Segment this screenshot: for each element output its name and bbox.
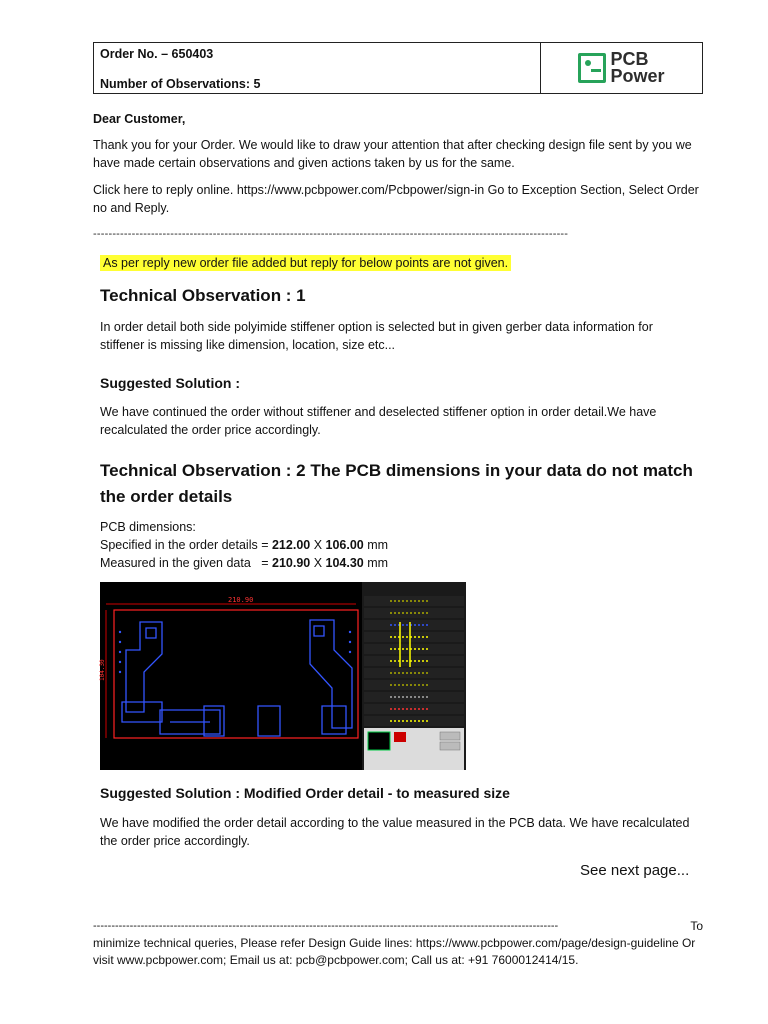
unit: mm xyxy=(363,538,389,552)
observation-2-solution-body: We have modified the order detail according to the value measured in the PCB data. We have recalculated the order price accordingly. xyxy=(100,816,690,848)
highlight-note-wrap xyxy=(100,254,700,272)
observation-1-body: In order detail both side polyimide stiffener option is selected but in given gerber data information for stiffener is missing like dimension, location, size etc... xyxy=(100,320,653,352)
observation-1-solution-title: Suggested Solution : xyxy=(100,375,240,391)
specified-height: 106.00 xyxy=(325,538,364,552)
see-next-page: See next page... xyxy=(580,862,690,879)
greeting: Dear Customer, xyxy=(93,112,186,126)
observation-2-solution-title: Suggested Solution : Modified Order detail - to measured size xyxy=(100,785,510,801)
by-sign: X xyxy=(310,556,326,570)
pcb-dimensions-label: PCB dimensions: xyxy=(100,520,196,534)
footer xyxy=(93,918,703,969)
observation-count: Number of Observations: 5 xyxy=(100,77,261,91)
highlight-note: As per reply new order file added but reply for below points are not given. xyxy=(100,255,511,271)
footer-dashes: ------------------------------------------------------------------------------------------------------------------------------- xyxy=(93,920,559,932)
unit: mm xyxy=(363,556,389,570)
order-header-box xyxy=(93,42,703,94)
pcb-cad-view xyxy=(100,582,466,770)
dimension-width-label: 210.90 xyxy=(228,596,254,604)
intro-paragraph: Thank you for your Order. We would like to draw your attention that after checking design file sent by you we have made certain observations and given actions taken by us for the same. xyxy=(93,138,692,170)
observation-1-solution-body: We have continued the order without stiffener and deselected stiffener option in order detail.We have recalculated the order price accordingly. xyxy=(100,405,657,437)
measured-height: 104.30 xyxy=(325,556,364,570)
measured-dimensions xyxy=(100,554,700,572)
dimension-height-label: 104.30 xyxy=(99,659,106,681)
footer-contact-text: minimize technical queries, Please refer Design Guide lines: https://www.pcbpower.com/page/design-guideline Or visit www.pcbpower.com; Email us at: pcb@pcbpower.com; Call us at: +91 7600012414/15. xyxy=(93,936,696,967)
specified-width: 212.00 xyxy=(271,538,311,552)
footer-separator-row xyxy=(93,918,703,935)
measured-label: Measured in the given data = xyxy=(100,556,272,570)
pcb-power-logo xyxy=(541,43,702,93)
logo-line-1: PCB xyxy=(610,49,649,69)
order-number: Order No. – 650403 xyxy=(100,47,214,61)
reply-instructions[interactable]: Click here to reply online. https://www.pcbpower.com/Pcbpower/sign-in Go to Exception Section, Select Order no and Reply. xyxy=(93,183,699,215)
by-sign: X xyxy=(310,538,326,552)
circuit-logo-icon xyxy=(578,53,606,83)
observation-2-title: Technical Observation : 2 The PCB dimensions in your data do not match the order details xyxy=(100,461,693,506)
logo-line-2: Power xyxy=(610,66,665,86)
logo-text xyxy=(610,51,664,85)
pcb-layout-screenshot xyxy=(100,582,466,770)
order-info xyxy=(94,43,541,93)
specified-label: Specified in the order details = xyxy=(100,538,272,552)
observation-1-title: Technical Observation : 1 xyxy=(100,286,306,305)
separator-line: --------------------------------------------------------------------------------------------------------------------------- xyxy=(93,228,569,240)
measured-width: 210.90 xyxy=(272,556,311,570)
specified-dimensions xyxy=(100,536,700,554)
footer-to: To xyxy=(690,919,703,933)
